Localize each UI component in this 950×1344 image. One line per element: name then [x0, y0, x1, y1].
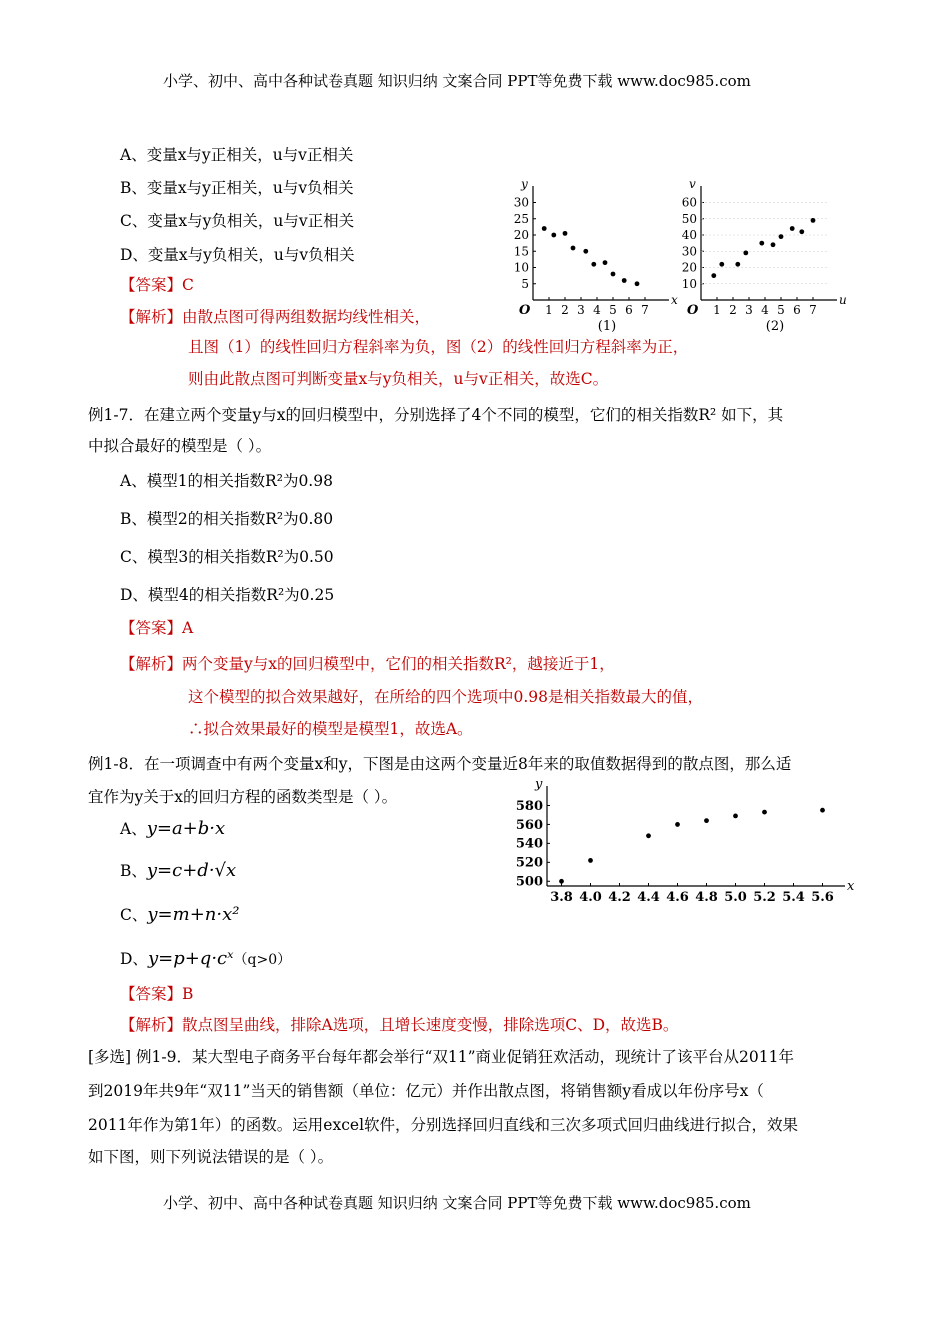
x-tick-label: 5.6 — [811, 890, 834, 905]
x-tick-label: 7 — [809, 303, 817, 317]
y-tick-label: 580 — [515, 798, 543, 814]
q6-analysis-line2: 且图（1）的线性回归方程斜率为负，图（2）的线性回归方程斜率为正， — [188, 338, 689, 356]
formula: y=p+q·cˣ — [147, 948, 234, 969]
y-axis-label: y — [521, 177, 528, 191]
y-axis-label: y — [535, 777, 543, 792]
q8-answer — [120, 983, 193, 1005]
page-header: 小学、初中、高中各种试卷真题 知识归纳 文案合同 PPT等免费下载 www.doc985.com — [163, 72, 751, 90]
formula: y=a+b·x — [146, 818, 226, 839]
x-tick-label: 5 — [777, 303, 785, 317]
x-tick-label: 3 — [745, 303, 753, 317]
y-tick-label: 20 — [681, 260, 697, 275]
option-prefix: D、 — [120, 950, 148, 968]
y-tick-label: 15 — [513, 244, 529, 259]
y-tick-label: 5 — [521, 276, 529, 291]
data-point — [735, 262, 740, 267]
data-point — [771, 242, 776, 247]
x-tick-label: 4 — [761, 303, 769, 317]
x-tick-label: 4.0 — [579, 890, 602, 905]
q8-option-a — [120, 818, 225, 840]
q7-answer — [120, 617, 193, 639]
data-point — [719, 262, 724, 267]
answer-value: B — [182, 985, 194, 1003]
data-point — [779, 234, 784, 239]
data-point — [646, 833, 651, 838]
q8-option-d — [120, 948, 291, 971]
q9-line1: [多选] 例1-9．某大型电子商务平台每年都会举行“双11”商业促销狂欢活动，现统计了该平台从2011年 — [88, 1048, 795, 1066]
data-point — [542, 226, 547, 231]
q9-line4: 如下图，则下列说法错误的是（ ）。 — [88, 1148, 334, 1166]
data-point — [571, 246, 576, 251]
x-tick-label: 5 — [609, 303, 617, 317]
q6-scatter-charts — [505, 172, 847, 342]
scatter-chart-2 — [682, 177, 847, 334]
scatter-chart-1 — [514, 177, 678, 334]
x-tick-label: 7 — [641, 303, 649, 317]
answer-label: 【答案】 — [120, 276, 183, 294]
page-footer: 小学、初中、高中各种试卷真题 知识归纳 文案合同 PPT等免费下载 www.doc985.com — [163, 1194, 751, 1212]
q7-stem-line2: 中拟合最好的模型是（ ）。 — [88, 437, 272, 455]
q7-option-c: C、模型3的相关指数R²为0.50 — [120, 548, 334, 566]
option-prefix: A、 — [120, 820, 147, 838]
analysis-text: 由散点图可得两组数据均线性相关， — [182, 308, 431, 326]
option-prefix: B、 — [120, 862, 147, 880]
q8-analysis — [120, 1014, 678, 1036]
data-point — [559, 879, 564, 884]
x-tick-label: 4.8 — [695, 890, 718, 905]
data-point — [583, 249, 588, 254]
option-prefix: C、 — [120, 906, 148, 924]
x-tick-label: 1 — [713, 303, 721, 317]
q7-stem-line1: 例1-7．在建立两个变量y与x的回归模型中，分别选择了4个不同的模型，它们的相关指数R² 如下，其 — [88, 406, 784, 424]
answer-value: A — [182, 619, 194, 637]
q7-analysis — [120, 653, 615, 675]
data-point — [799, 229, 804, 234]
data-point — [622, 278, 627, 283]
data-point — [588, 858, 593, 863]
y-tick-label: 40 — [681, 228, 697, 242]
x-axis-label: x — [847, 879, 855, 894]
analysis-text: 散点图呈曲线，排除A选项，且增长速度变慢，排除选项C、D，故选B。 — [182, 1016, 679, 1034]
q6-analysis-line3: 则由此散点图可判断变量x与y负相关，u与v正相关，故选C。 — [188, 370, 609, 388]
x-tick-label: 6 — [793, 303, 801, 317]
scatter-chart-3 — [516, 777, 855, 905]
q6-answer — [120, 274, 194, 296]
x-tick-label: 4.6 — [666, 890, 689, 905]
formula: y=m+n·x² — [147, 904, 240, 925]
data-point — [591, 262, 596, 267]
data-point — [820, 808, 825, 813]
q7-analysis-line3: ∴拟合效果最好的模型是模型1，故选A。 — [188, 720, 473, 738]
data-point — [762, 810, 767, 815]
x-axis-label: x — [671, 293, 678, 307]
q6-analysis — [120, 306, 430, 328]
data-point — [711, 273, 716, 278]
y-tick-label: 20 — [513, 228, 529, 242]
data-point — [743, 250, 748, 255]
q8-stem-line2: 宜作为y关于x的回归方程的函数类型是（ ）。 — [88, 788, 398, 806]
answer-label: 【答案】 — [120, 619, 183, 637]
q6-option-a: A、变量x与y正相关，u与v正相关 — [120, 146, 354, 164]
y-tick-label: 25 — [513, 211, 529, 226]
q8-option-c — [120, 904, 239, 926]
data-point — [551, 233, 556, 238]
data-point — [563, 231, 568, 236]
data-point — [704, 818, 709, 823]
origin-label: O — [687, 303, 699, 318]
y-tick-label: 50 — [681, 211, 697, 226]
x-tick-label: 1 — [545, 303, 553, 317]
data-point — [635, 281, 640, 286]
x-tick-label: 2 — [561, 303, 569, 317]
q6-option-d: D、变量x与y负相关，u与v负相关 — [120, 246, 355, 264]
y-tick-label: 60 — [681, 195, 697, 210]
y-tick-label: 500 — [515, 874, 543, 890]
y-tick-label: 10 — [513, 260, 529, 275]
x-tick-label: 3 — [577, 303, 585, 317]
x-tick-label: 4.4 — [637, 890, 660, 905]
y-tick-label: 520 — [515, 855, 543, 871]
x-tick-label: 3.8 — [550, 890, 573, 905]
condition: （q>0） — [233, 952, 292, 968]
origin-label: O — [519, 303, 531, 318]
q7-analysis-line2: 这个模型的拟合效果越好，在所给的四个选项中0.98是相关指数最大的值， — [188, 688, 704, 706]
y-tick-label: 10 — [681, 276, 697, 291]
y-tick-label: 560 — [515, 817, 543, 833]
analysis-text: 两个变量y与x的回归模型中，它们的相关指数R²，越接近于1， — [182, 655, 615, 673]
analysis-label: 【解析】 — [120, 1016, 183, 1034]
q7-option-b: B、模型2的相关指数R²为0.80 — [120, 510, 334, 528]
data-point — [759, 241, 764, 246]
data-point — [675, 822, 680, 827]
y-tick-label: 30 — [681, 244, 697, 259]
x-axis-label: u — [839, 293, 847, 307]
q9-line2: 到2019年共9年“双11”当天的销售额（单位：亿元）并作出散点图，将销售额y看成以年份序号x（ — [88, 1082, 764, 1100]
y-axis-label: v — [689, 177, 696, 191]
q6-option-c: C、变量x与y负相关，u与v正相关 — [120, 212, 355, 230]
q8-option-b — [120, 860, 236, 882]
q7-option-d: D、模型4的相关指数R²为0.25 — [120, 586, 335, 604]
data-point — [790, 226, 795, 231]
data-point — [611, 272, 616, 277]
x-tick-label: 4 — [593, 303, 601, 317]
analysis-label: 【解析】 — [120, 655, 183, 673]
x-tick-label: 5.4 — [782, 890, 805, 905]
q8-stem-line1: 例1-8．在一项调查中有两个变量x和y，下图是由这两个变量近8年来的取值数据得到的散点图，那么适 — [88, 755, 792, 773]
y-tick-label: 540 — [515, 836, 543, 852]
answer-label: 【答案】 — [120, 985, 183, 1003]
x-tick-label: 6 — [625, 303, 633, 317]
q9-line3: 2011年作为第1年）的函数。运用excel软件，分别选择回归直线和三次多项式回归曲线进行拟合，效果 — [88, 1116, 799, 1134]
q7-option-a: A、模型1的相关指数R²为0.98 — [120, 472, 333, 490]
chart-caption: (2) — [765, 319, 785, 334]
data-point — [811, 218, 816, 223]
answer-value: C — [182, 276, 194, 294]
x-tick-label: 5.0 — [724, 890, 747, 905]
y-tick-label: 30 — [513, 195, 529, 210]
q6-option-b: B、变量x与y正相关，u与v负相关 — [120, 179, 354, 197]
data-point — [603, 260, 608, 265]
chart-caption: (1) — [597, 319, 617, 334]
analysis-label: 【解析】 — [120, 308, 183, 326]
x-tick-label: 5.2 — [753, 890, 776, 905]
q8-scatter-chart — [505, 777, 860, 920]
data-point — [733, 813, 738, 818]
x-tick-label: 4.2 — [608, 890, 631, 905]
x-tick-label: 2 — [729, 303, 737, 317]
formula: y=c+d·√x — [146, 860, 237, 881]
